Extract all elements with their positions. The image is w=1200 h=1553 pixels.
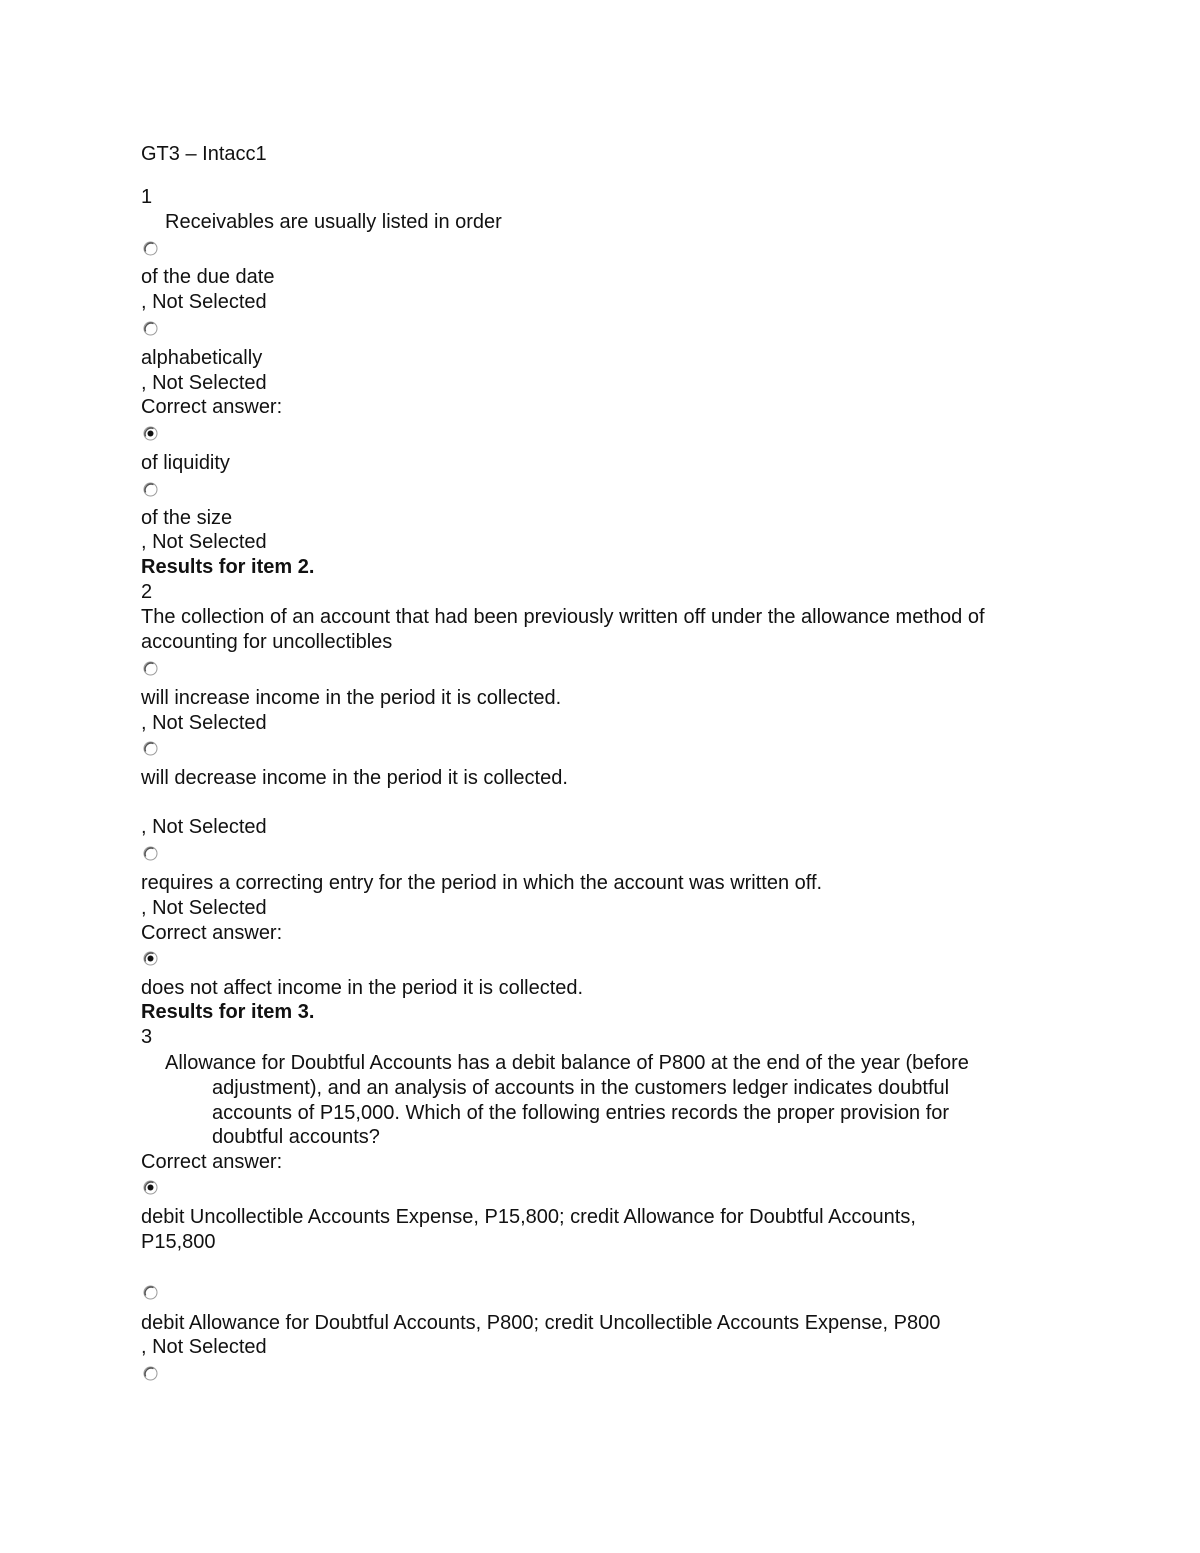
selection-status: , Not Selected: [141, 1336, 267, 1358]
question-text: [165, 1051, 1065, 1150]
radio-unselected-icon[interactable]: [143, 1366, 158, 1381]
answer-option: does not affect income in the period it is collected.: [141, 977, 584, 999]
radio-unselected-icon[interactable]: [143, 741, 158, 756]
answer-option: alphabetically: [141, 347, 263, 369]
radio-unselected-icon[interactable]: [143, 321, 158, 336]
correct-answer-label: Correct answer:: [141, 922, 283, 944]
question-line: doubtful accounts?: [212, 1126, 380, 1149]
answer-option: of the due date: [141, 266, 275, 288]
answer-option: will increase income in the period it is collected.: [141, 687, 562, 709]
question-text: Receivables are usually listed in order: [165, 211, 502, 233]
selection-status: , Not Selected: [141, 816, 267, 838]
radio-selected-icon[interactable]: [143, 426, 158, 441]
question-number: 2: [141, 581, 153, 603]
results-header: Results for item 2.: [141, 556, 315, 578]
correct-answer-label: Correct answer:: [141, 1151, 283, 1173]
answer-option-continued: P15,800: [141, 1231, 216, 1253]
selection-status: , Not Selected: [141, 291, 267, 313]
radio-selected-icon[interactable]: [143, 951, 158, 966]
question-line: adjustment), and an analysis of accounts in the customers ledger indicates doubtful: [212, 1076, 950, 1099]
question-text: accounting for uncollectibles: [141, 631, 393, 653]
selection-status: , Not Selected: [141, 531, 267, 553]
selection-status: , Not Selected: [141, 372, 267, 394]
correct-answer-label: Correct answer:: [141, 396, 283, 418]
answer-option: of the size: [141, 507, 233, 529]
answer-option: debit Uncollectible Accounts Expense, P15,800; credit Allowance for Doubtful Accounts,: [141, 1206, 916, 1228]
question-text: The collection of an account that had been previously written off under the allowance method of: [141, 606, 985, 628]
answer-option: requires a correcting entry for the period in which the account was written off.: [141, 872, 823, 894]
answer-option: debit Allowance for Doubtful Accounts, P800; credit Uncollectible Accounts Expense, P800: [141, 1312, 941, 1334]
question-line: accounts of P15,000. Which of the following entries records the proper provision for: [212, 1101, 950, 1124]
radio-unselected-icon[interactable]: [143, 241, 158, 256]
document-title: GT3 – Intacc1: [141, 143, 267, 165]
selection-status: , Not Selected: [141, 897, 267, 919]
radio-unselected-icon[interactable]: [143, 661, 158, 676]
radio-selected-icon[interactable]: [143, 1180, 158, 1195]
results-header: Results for item 3.: [141, 1001, 315, 1023]
question-line: Allowance for Doubtful Accounts has a debit balance of P800 at the end of the year (before: [165, 1052, 969, 1074]
question-number: 3: [141, 1026, 153, 1048]
question-number: 1: [141, 186, 153, 208]
radio-unselected-icon[interactable]: [143, 1285, 158, 1300]
radio-unselected-icon[interactable]: [143, 482, 158, 497]
answer-option: will decrease income in the period it is collected.: [141, 767, 568, 789]
radio-unselected-icon[interactable]: [143, 846, 158, 861]
answer-option: of liquidity: [141, 452, 230, 474]
selection-status: , Not Selected: [141, 712, 267, 734]
